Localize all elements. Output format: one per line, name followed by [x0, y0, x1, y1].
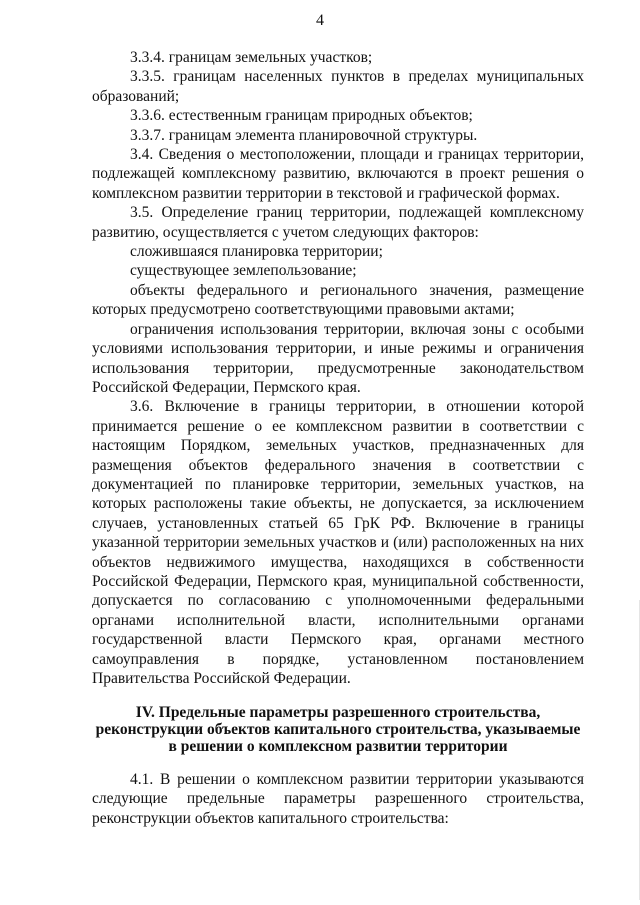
factor-planning: сложившаяся планировка территории;: [130, 243, 383, 261]
page-number: 4: [316, 12, 324, 29]
paragraph-3-3-7: 3.3.7. границам элемента планировочной структуры.: [130, 126, 478, 144]
paragraph-3-6: 3.6. Включение в границы территории, в отношении которой принимается решение о ее комплексном развитии в соответствии с настоящим Порядком, земельных участков, предназначенных для размещения объектов федерального значения в соответствии с документацией по планировке территории, земельных участков, на которых расположены такие объекты, не допускается, за исключением случаев, установленных статьей 65 ГрК РФ. Включение в границы указанной территории земельных участков и (или) расположенных на них объектов недвижимого имущества, находящихся в собственности Российской Федерации, Пермского края, муниципальной собственности, допускается по согласованию с уполномоченными федеральными органами исполнительной власти, исполнительными органами государственной власти Пермского края, органами местного самоуправления в порядке, установленном постановлением Правительства Российской Федерации.: [92, 398, 584, 687]
section-heading-iv: [92, 704, 584, 755]
section-heading-line: реконструкции объектов капитального строительства, указываемые: [95, 721, 581, 738]
body-text: [92, 48, 584, 688]
paragraph-3-3-4: 3.3.4. границам земельных участков;: [130, 49, 373, 66]
paragraph-4-1: 4.1. В решении о комплексном развитии территории указываются следующие предельные параметры разрешенного строительства, реконструкции объектов капитального строительства:: [92, 771, 584, 827]
section-iv-body: [92, 770, 584, 828]
section-heading-line: в решении о комплексном развитии территории: [168, 738, 508, 755]
paragraph-3-4: 3.4. Сведения о местоположении, площади и границах территории, подлежащей комплексному развитию, включаются в проект решения о комплексном развитии территории в текстовой и графической формах.: [92, 146, 584, 202]
section-heading-line: IV. Предельные параметры разрешенного строительства,: [135, 704, 541, 721]
factor-land-use: существующее землепользование;: [130, 262, 357, 280]
factor-federal-objects: объекты федерального и регионального значения, размещение которых предусмотрено соответствующими правовыми актами;: [92, 281, 584, 319]
factor-restrictions: ограничения использования территории, включая зоны с особыми условиями использования территории, и иные режимы и ограничения использования территории, предусмотренные законодательством Российской Федерации, Пермского края.: [92, 320, 584, 396]
paragraph-3-5: 3.5. Определение границ территории, подлежащей комплексному развитию, осуществляется с учетом следующих факторов:: [92, 204, 584, 241]
paragraph-3-3-6: 3.3.6. естественным границам природных объектов;: [130, 107, 473, 125]
paragraph-3-3-5: 3.3.5. границам населенных пунктов в пределах муниципальных образований;: [92, 68, 584, 105]
